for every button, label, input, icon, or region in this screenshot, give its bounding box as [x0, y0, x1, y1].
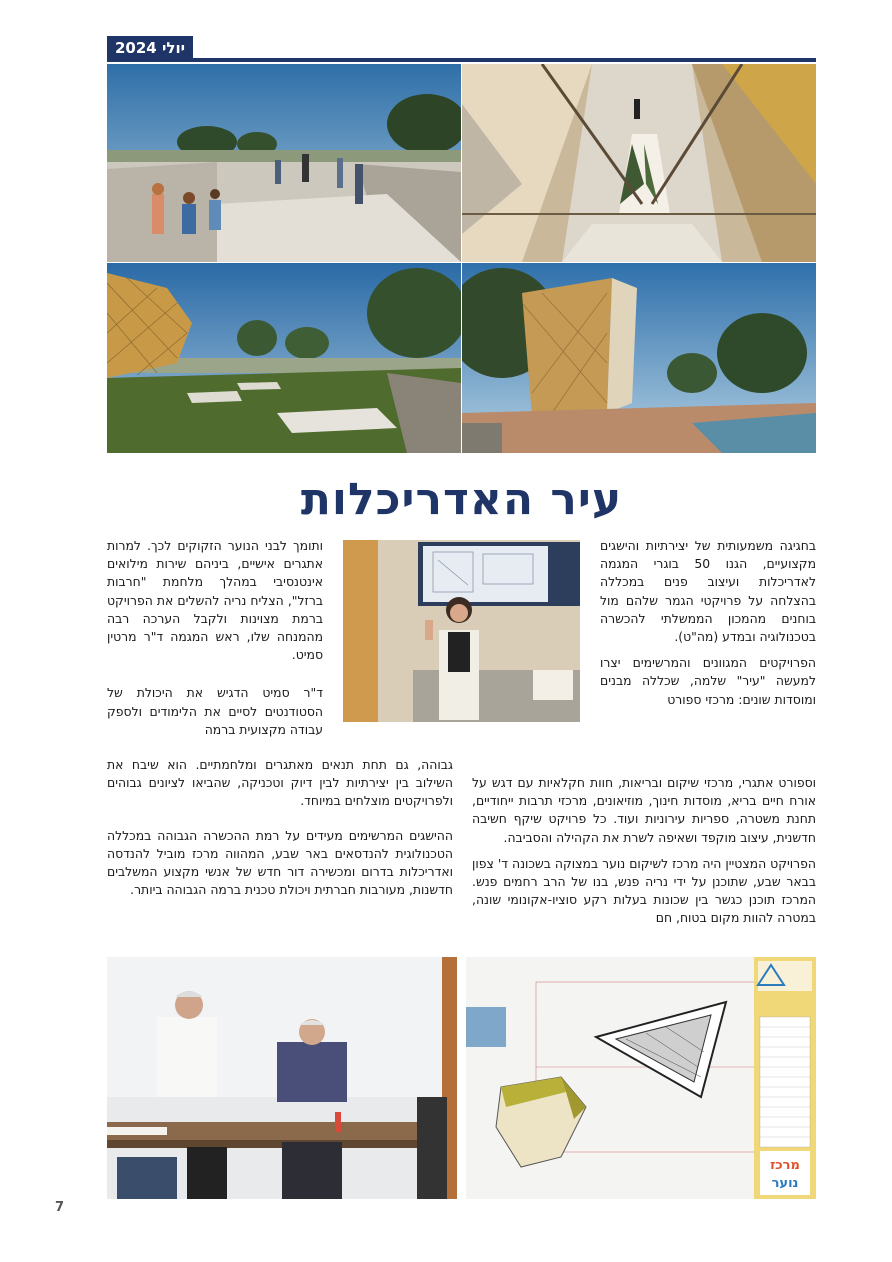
paragraph: ד"ר סמיט הדגיש את היכולת של הסטודנטים לסיים את הלימודים ולספק עבודה מקצועית ברמה: [107, 685, 323, 737]
paragraph: ותומך לבני הנוער הזקוקים לכך. למרות אתגרים אישיים, ביניהם שירות מילואים אינטנסיבי במהלך מלחמת "חרבות ברזל", הצליח נריה להשלים את הפרויקט ברמת מצוינות ולקבל הערכה רבה מהמנחה שלו, ראש המגמה ד"ר מרטין סמיט.: [107, 538, 323, 663]
poster-logo-line2: נוער: [771, 1176, 799, 1191]
paragraph: וספורט אתגרי, מרכזי שיקום ובריאות, חוות חקלאיות עם דגש על אורח חיים בריא, מוסדות חינוך, מוזיאונים, מרכזי תרבות ייחודיים, תחנת משטרה, ספריות עירוניות ועוד. כל פרויקט שיקף חשיבה חדשנית, עיצוב מוקפד ושאיפה לשרת את הקהילה והסביבה.: [472, 775, 816, 845]
issue-date-badge: יולי 2024: [107, 36, 193, 60]
poster-logo-line1: מרכז: [770, 1158, 800, 1173]
photo-examiners-table: [107, 957, 457, 1199]
article-col-right-narrow: [600, 537, 816, 709]
render-atrium-interior: [462, 64, 816, 262]
article-col-left-wide: [107, 756, 453, 899]
render-rooftop-children: [107, 64, 461, 262]
article-col-left-narrow: [107, 537, 323, 739]
article-title: עיר האדריכלות: [300, 474, 623, 525]
paragraph: ההישגים המרשימים מעידים על רמת ההכשרה הגבוהה במכללה הטכנולוגית להנדסאים באר שבע, המהווה מרכז מוביל להנדסה ואדריכלות בדרום ומכשירה דור חדש של אנשי מקצוע המשלבים חדשנות, מעורבות חברתית ויכולת טכנית ברמה הגבוהה ביותר.: [107, 827, 453, 898]
paragraph: בחגיגה משמעותית של יצירתיות והישגים מקצועיים, הגנו 50 בוגרי המגמה לאדריכלות ועיצוב פנים במכללה בהצלחה על פרויקטי הגמר שלהם מול בוחנים מהמכון הממשלתי להכשרה בטכנולוגיה ובמדע (מה"ט).: [600, 538, 817, 645]
paragraph: הפרויקטים המגוונים והמרשימים יצרו למעשה "עיר" שלמה, שכללה מבנים ומוסדות שונים: מרכזי ספורט: [600, 655, 816, 707]
header-rule: [107, 58, 816, 62]
paragraph: הפרויקט המצטיין היה מרכז לשיקום נוער במצוקה בשכונה ד' צפון בבאר שבע, שתוכנן על ידי נריה פנש, בנו של הרב רחמים פנש. המרכז תוכנן כגשר בין שכונות בעלות רקע סוציו-אקונומי שונה, במטרה להוות מקום בטוח, חם: [472, 855, 816, 926]
photo-presenter-lecture: [343, 540, 580, 722]
paragraph: גבוהה, גם תחת תנאים מאתגרים ומלחמתיים. הוא שיבח את השילוב בין יצירתיות לבין דיוק וטכניקה, שהביאו לציונים גבוהים ולפרויקטים מוצלחים במיוחד.: [107, 757, 453, 809]
project-poster-plans: [466, 957, 816, 1199]
render-building-corner: [462, 263, 816, 453]
page-number: 7: [55, 1200, 65, 1215]
article-col-right-wide: [472, 774, 816, 928]
render-gold-facade-park: [107, 263, 461, 453]
